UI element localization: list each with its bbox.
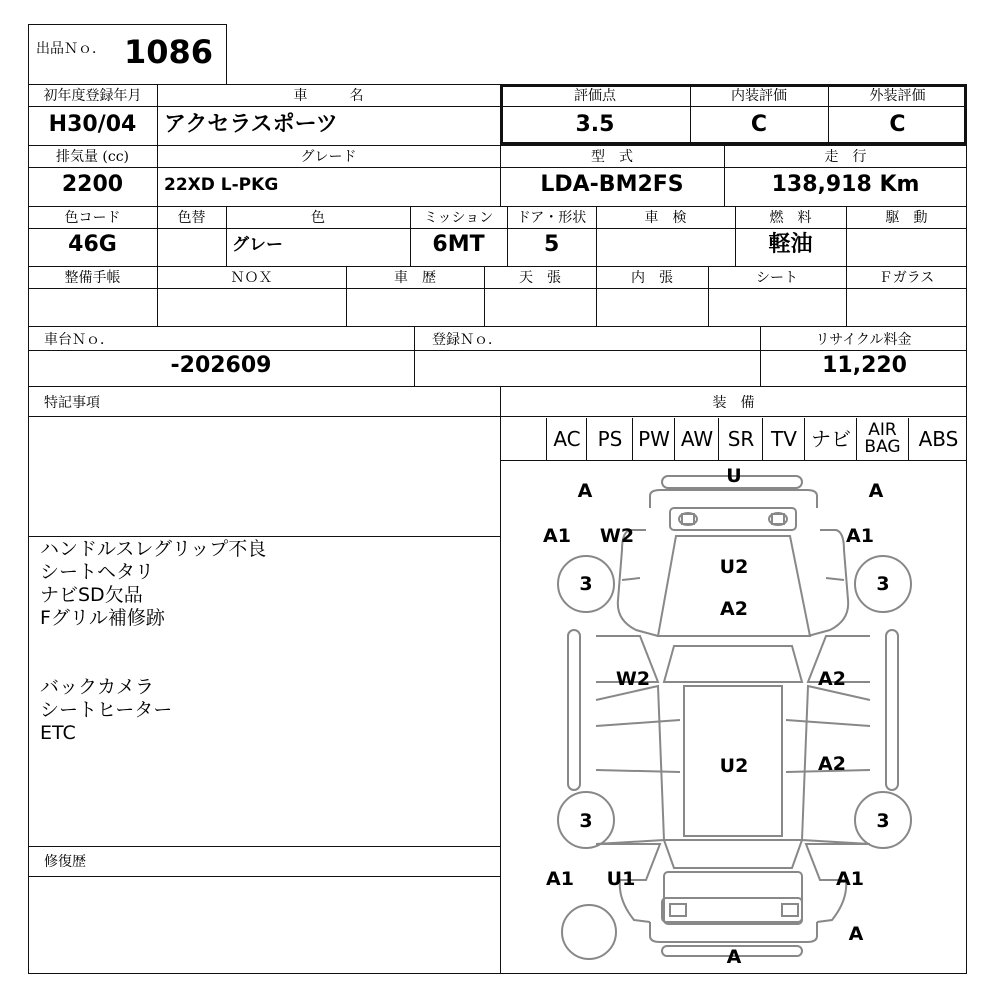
damage-front-left-tire: 3 xyxy=(579,573,593,595)
color-label: 色 xyxy=(311,210,325,226)
damage-left-window: W2 xyxy=(615,668,651,690)
roof-lining-label: 天 張 xyxy=(519,270,561,286)
lot-number-value: 1086 xyxy=(124,33,214,71)
damage-rear-right-tire: 3 xyxy=(876,810,890,832)
equipment-label: 装 備 xyxy=(712,395,755,411)
equipment-airbag xyxy=(856,418,908,460)
equipment-ac: AC xyxy=(546,418,587,460)
vehicle-history-label: 車 歴 xyxy=(394,270,436,286)
damage-right-door-front: A2 xyxy=(818,668,846,690)
note-line: バックカメラ xyxy=(40,676,155,698)
damage-rear-center: A xyxy=(726,946,742,968)
equipment-abs: ABS xyxy=(908,418,968,460)
damage-hood-1: U2 xyxy=(719,556,749,578)
note-line: ハンドルスレグリップ不良 xyxy=(40,538,267,560)
recycle-fee-value: 11,220 xyxy=(822,353,907,378)
damage-hood-2: A2 xyxy=(720,598,748,620)
nox-label: ＮＯＸ xyxy=(230,270,273,286)
damage-rear-right: A xyxy=(848,923,864,945)
grade-value: 22XD L-PKG xyxy=(164,175,279,195)
damage-roof: U2 xyxy=(719,755,749,777)
note-line: シートヒーター xyxy=(40,699,173,721)
special-notes-label: 特記事項 xyxy=(44,395,100,411)
equipment-sr: SR xyxy=(718,418,763,460)
damage-right-fender: A1 xyxy=(846,525,874,547)
first-registration-label: 初年度登録年月 xyxy=(43,88,142,104)
door-label: ドア・形状 xyxy=(516,210,587,226)
chassis-number-value: -202609 xyxy=(170,353,272,378)
model-code-label: 型 式 xyxy=(591,149,633,165)
registration-number-label: 登録Ｎｏ． xyxy=(432,332,502,348)
note-line: ETC xyxy=(40,722,76,744)
first-registration-value: H30/04 xyxy=(48,112,137,137)
note-line: シートヘタリ xyxy=(40,561,155,583)
color-value: グレー xyxy=(232,235,283,255)
fuel-value: 軽油 xyxy=(768,232,813,257)
damage-front-center: U xyxy=(726,465,742,487)
damage-rear-left-quarter: A1 xyxy=(546,868,574,890)
damage-right-door-rear: A2 xyxy=(818,753,846,775)
note-line: ナビSD欠品 xyxy=(40,584,143,606)
equipment-airbag-line1: AIR xyxy=(868,420,897,440)
seat-label: シート xyxy=(756,270,798,286)
interior-trim-label: 内 張 xyxy=(631,270,673,286)
mission-value: 6MT xyxy=(432,232,485,257)
color-change-label: 色替 xyxy=(177,210,206,226)
inspection-label: 車 検 xyxy=(644,210,687,226)
chassis-number-label: 車台Ｎｏ． xyxy=(44,332,114,348)
color-code-label: 色コード xyxy=(64,210,121,226)
note-line: Fグリル補修跡 xyxy=(40,607,165,629)
mileage-value: 138,918 Km xyxy=(771,172,920,197)
equipment-aw: AW xyxy=(674,418,719,460)
car-name-label: 車 名 xyxy=(293,88,364,104)
maintenance-book-label: 整備手帳 xyxy=(64,270,121,286)
damage-windshield-left: W2 xyxy=(599,525,635,547)
model-code-value: LDA-BM2FS xyxy=(540,172,684,197)
damage-front-left: A xyxy=(577,480,593,502)
color-code-value: 46G xyxy=(68,232,117,257)
displacement-value: 2200 xyxy=(61,172,124,197)
fuel-label: 燃 料 xyxy=(769,210,812,226)
damage-rear-right-quarter: A1 xyxy=(836,868,864,890)
damage-front-right: A xyxy=(868,480,884,502)
damage-rear-left-tire: 3 xyxy=(579,810,593,832)
exterior-rating-label: 外装評価 xyxy=(869,88,926,104)
repair-history-label: 修復歴 xyxy=(44,854,86,870)
mileage-label: 走 行 xyxy=(824,149,867,165)
displacement-label: 排気量 (cc) xyxy=(55,149,130,165)
drive-label: 駆 動 xyxy=(885,210,928,226)
exterior-rating-value: C xyxy=(889,112,906,137)
recycle-fee-label: リサイクル料金 xyxy=(815,332,912,348)
lot-number-label: 出品Ｎｏ． xyxy=(36,41,106,57)
equipment-navi: ナビ xyxy=(804,418,857,460)
damage-front-right-tire: 3 xyxy=(876,573,890,595)
score-label: 評価点 xyxy=(574,88,616,104)
score-value: 3.5 xyxy=(575,112,615,137)
car-name-value: アクセラスポーツ xyxy=(164,112,338,137)
door-value: 5 xyxy=(544,232,560,257)
equipment-tv: TV xyxy=(762,418,805,460)
mission-label: ミッション xyxy=(423,210,494,226)
equipment-pw: PW xyxy=(632,418,675,460)
equipment-airbag-line2: BAG xyxy=(864,437,901,457)
front-glass-label: Ｆガラス xyxy=(878,270,935,286)
damage-left-fender: A1 xyxy=(543,525,571,547)
damage-rear-left-2: U1 xyxy=(606,868,636,890)
grade-label: グレード xyxy=(300,149,357,165)
equipment-ps: PS xyxy=(586,418,633,460)
interior-rating-value: C xyxy=(750,112,768,137)
interior-rating-label: 内装評価 xyxy=(731,88,787,104)
